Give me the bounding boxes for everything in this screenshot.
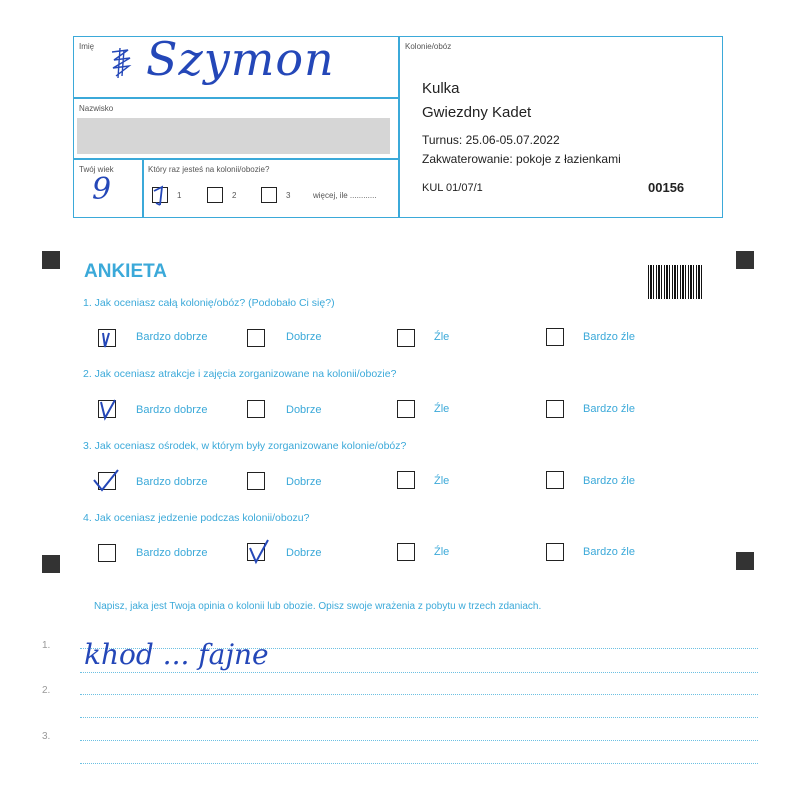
q2-checkbox-bardzo-zle[interactable]: [546, 400, 564, 418]
check-mark-icon: [244, 536, 274, 566]
times-checkbox-3[interactable]: [261, 187, 277, 203]
check-mark-icon: [150, 183, 172, 207]
q1-option-bardzo-dobrze: Bardzo dobrze: [136, 331, 208, 343]
q3-option-bardzo-zle: Bardzo źle: [583, 475, 635, 487]
age-divider: [142, 158, 144, 217]
survey-title: ANKIETA: [84, 261, 168, 282]
line-number-2: 2.: [42, 685, 51, 696]
q2-option-bardzo-dobrze: Bardzo dobrze: [136, 404, 208, 416]
q4-option-bardzo-zle: Bardzo źle: [583, 546, 635, 558]
name-value: Szymon: [146, 32, 335, 86]
camp-label: Kolonie/obóz: [405, 42, 452, 51]
accommodation-text: Zakwaterowanie: pokoje z łazienkami: [422, 152, 621, 166]
q3-option-bardzo-dobrze: Bardzo dobrze: [136, 476, 208, 488]
q4-option-zle: Źle: [434, 546, 450, 558]
q4-checkbox-bardzo-zle[interactable]: [546, 543, 564, 561]
q1-option-zle: Źle: [434, 331, 450, 343]
check-mark-icon: [90, 466, 122, 494]
q1-checkbox-bardzo-zle[interactable]: [546, 328, 564, 346]
header-divider-2: [73, 158, 399, 160]
surname-label: Nazwisko: [79, 104, 114, 113]
q1-checkbox-dobrze[interactable]: [247, 329, 265, 347]
q2-checkbox-dobrze[interactable]: [247, 400, 265, 418]
q3-option-dobrze: Dobrze: [286, 476, 322, 488]
line-number-1: 1.: [42, 640, 51, 651]
q2-checkbox-zle[interactable]: [397, 400, 415, 418]
q3-checkbox-dobrze[interactable]: [247, 472, 265, 490]
handwritten-scribble: [108, 44, 134, 80]
times-label: Który raz jesteś na kolonii/obozie?: [148, 165, 270, 174]
times-option-more: więcej, ile ............: [313, 191, 377, 200]
camp-name: Kulka: [422, 80, 460, 97]
header-divider-vertical: [398, 36, 400, 217]
corner-marker-bottom-left: [42, 555, 60, 573]
opinion-line-1b: [80, 672, 758, 673]
opinion-line-2a: [80, 694, 758, 695]
question-4: 4. Jak oceniasz jedzenie podczas kolonii/obozu?: [83, 512, 310, 524]
q4-option-dobrze: Dobrze: [286, 547, 322, 559]
form-number: 00156: [648, 180, 685, 195]
q3-option-zle: Źle: [434, 475, 450, 487]
times-checkbox-2[interactable]: [207, 187, 223, 203]
check-mark-icon: [95, 327, 119, 351]
question-3: 3. Jak oceniasz ośrodek, w którym były zorganizowane kolonie/obóz?: [83, 440, 407, 452]
opinion-prompt: Napisz, jaka jest Twoja opinia o kolonii lub obozie. Opisz swoje wrażenia z pobytu w trzech zdaniach.: [94, 601, 542, 612]
check-mark-icon: [95, 396, 121, 422]
q4-checkbox-zle[interactable]: [397, 543, 415, 561]
camp-program: Gwiezdny Kadet: [422, 104, 532, 121]
q4-option-bardzo-dobrze: Bardzo dobrze: [136, 547, 208, 559]
line-number-3: 3.: [42, 731, 51, 742]
opinion-line-3a: [80, 740, 758, 741]
corner-marker-bottom-right: [736, 552, 754, 570]
q2-option-dobrze: Dobrze: [286, 404, 322, 416]
question-2: 2. Jak oceniasz atrakcje i zajęcia zorganizowane na kolonii/obozie?: [83, 368, 397, 380]
corner-marker-top-left: [42, 251, 60, 269]
question-1: 1. Jak oceniasz całą kolonię/obóz? (Podobało Ci się?): [83, 297, 335, 309]
times-option-2: 2: [232, 191, 237, 200]
q1-option-bardzo-zle: Bardzo źle: [583, 331, 635, 343]
opinion-line-2b: [80, 717, 758, 718]
q2-option-bardzo-zle: Bardzo źle: [583, 403, 635, 415]
q2-option-zle: Źle: [434, 403, 450, 415]
camp-code: KUL 01/07/1: [422, 182, 483, 194]
times-option-3: 3: [286, 191, 291, 200]
corner-marker-top-right: [736, 251, 754, 269]
redacted-surname: [77, 118, 390, 154]
name-label: Imię: [79, 42, 95, 51]
age-value: 9: [92, 172, 112, 207]
barcode-icon: [648, 265, 702, 299]
q1-checkbox-zle[interactable]: [397, 329, 415, 347]
q1-option-dobrze: Dobrze: [286, 331, 322, 343]
q3-checkbox-bardzo-zle[interactable]: [546, 471, 564, 489]
times-option-1: 1: [177, 191, 182, 200]
age-label: Twój wiek: [79, 165, 114, 174]
turnus-text: Turnus: 25.06-05.07.2022: [422, 133, 560, 147]
header-divider-1: [73, 97, 399, 99]
q4-checkbox-bardzo-dobrze[interactable]: [98, 544, 116, 562]
opinion-line-3b: [80, 763, 758, 764]
handwritten-answer-line1: khod ... fajne: [84, 638, 269, 671]
q3-checkbox-zle[interactable]: [397, 471, 415, 489]
